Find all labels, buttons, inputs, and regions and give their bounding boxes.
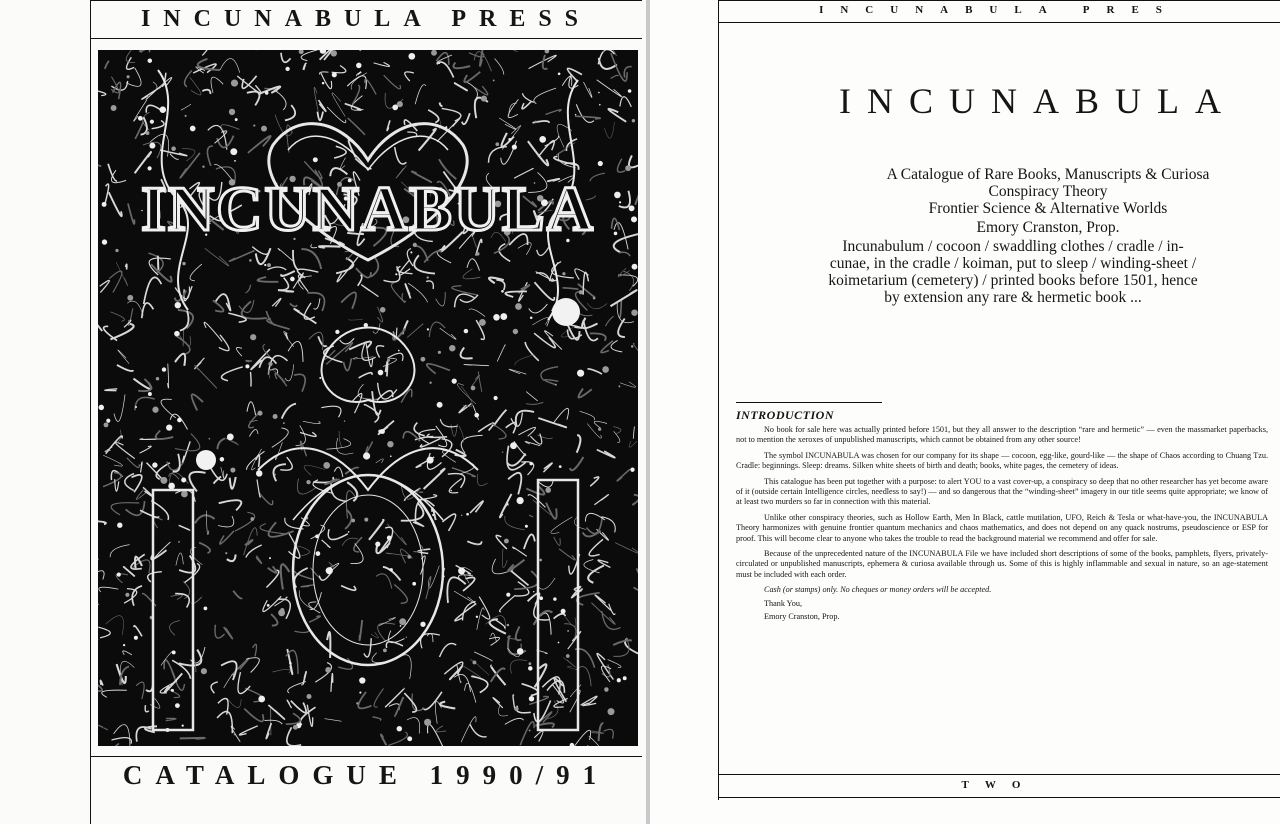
catalogue-page-two <box>650 0 1280 824</box>
cover-lettering: INCUNABULA <box>141 173 595 244</box>
page-frame <box>718 0 1280 824</box>
cover-footer: CATALOGUE 1990/91 <box>122 760 610 790</box>
closing-thanks: Thank You, <box>764 598 802 608</box>
page-title: INCUNABULA <box>839 81 1237 121</box>
subtitle-line: A Catalogue of Rare Books, Manuscripts & Curiosa <box>886 166 1210 183</box>
intro-paragraph: Because of the unprecedented nature of the INCUNABULA File we have included short descriptions of some of the books, pamphlets, flyers, privately-circulated or unpublished manuscripts, ephemera & curiosa available through us. Some of this is highly inflammable and sexual in nature, so an age-statement must be included with each order. <box>736 549 1268 579</box>
top-rule <box>718 0 1280 1</box>
footer-rule <box>90 756 642 757</box>
top-rule <box>90 0 642 1</box>
etymology-text: Incunabulum / cocoon / swaddling clothes / cradle / in-cunae, in the cradle / koiman, put to sleep / winding-sheet / koimetarium (cemetery) / printed books before 1501, hence by extension any rare & hermetic book ... <box>828 238 1198 306</box>
intro-body <box>736 425 1268 626</box>
intro-heading: INTRODUCTION <box>736 408 835 422</box>
payment-note: Cash (or stamps) only. No cheques or money orders will be accepted. <box>764 585 992 595</box>
header-rule <box>90 38 642 39</box>
page-number: TWO <box>961 779 1037 791</box>
header-rule <box>718 22 1280 23</box>
cover-illustration <box>98 50 638 746</box>
subtitle-line: Conspiracy Theory <box>988 183 1108 200</box>
left-rule <box>718 0 719 800</box>
cover-frame <box>90 0 642 824</box>
intro-paragraph: This catalogue has been put together with a purpose: to alert YOU to a vast cover-up, a conspiracy so deep that no other researcher has yet become aware of it (outside certain Intelligence circles, needless to say!) — and so dangerous that the “winding-sheet” imagery in our title seems quite appropriate; we know of at least two murders so far in connection with this material. <box>736 476 1268 507</box>
closing-signature: Emory Cranston, Prop. <box>764 612 840 622</box>
intro-paragraph: The symbol INCUNABULA was chosen for our company for its shape — cocoon, egg-like, gourd-like — the shape of Chaos according to Chuang Tzu. Cradle: beginnings. Sleep: dreams. Silken white sheets of birth and death; books, white pages, the cemetery of ideas. <box>736 450 1268 471</box>
left-rule <box>90 0 91 824</box>
subtitle-line: Frontier Science & Alternative Worlds <box>928 200 1168 217</box>
intro-rule <box>736 402 882 403</box>
cover-header: INCUNABULA PRESS <box>140 6 592 32</box>
intro-paragraph: No book for sale here was actually printed before 1501, but they all answer to the description “rare and hermetic” — even the massmarket paperbacks, not to mention the xeroxes of unpublished manuscripts, which cannot be obtained from any other source! <box>736 425 1268 445</box>
intro-paragraph: Unlike other conspiracy theories, such as Hollow Earth, Men In Black, cattle mutilation, UFO, Reich & Tesla or what-have-you, the INCUNABULA Theory harmonizes with genuine frontier quantum mechanics and chaos mathematics, and does not depend on any quack nostrums, pseudoscience or ESP for proof. This will become clear to anyone who takes the trouble to read the background material we recommend and offer for sale. <box>736 512 1268 543</box>
proprietor-line: Emory Cranston, Prop. <box>976 219 1120 236</box>
bottom-rule <box>718 797 1280 798</box>
running-header: INCUNABULA PRES <box>819 4 1179 16</box>
footer-rule <box>718 774 1280 775</box>
